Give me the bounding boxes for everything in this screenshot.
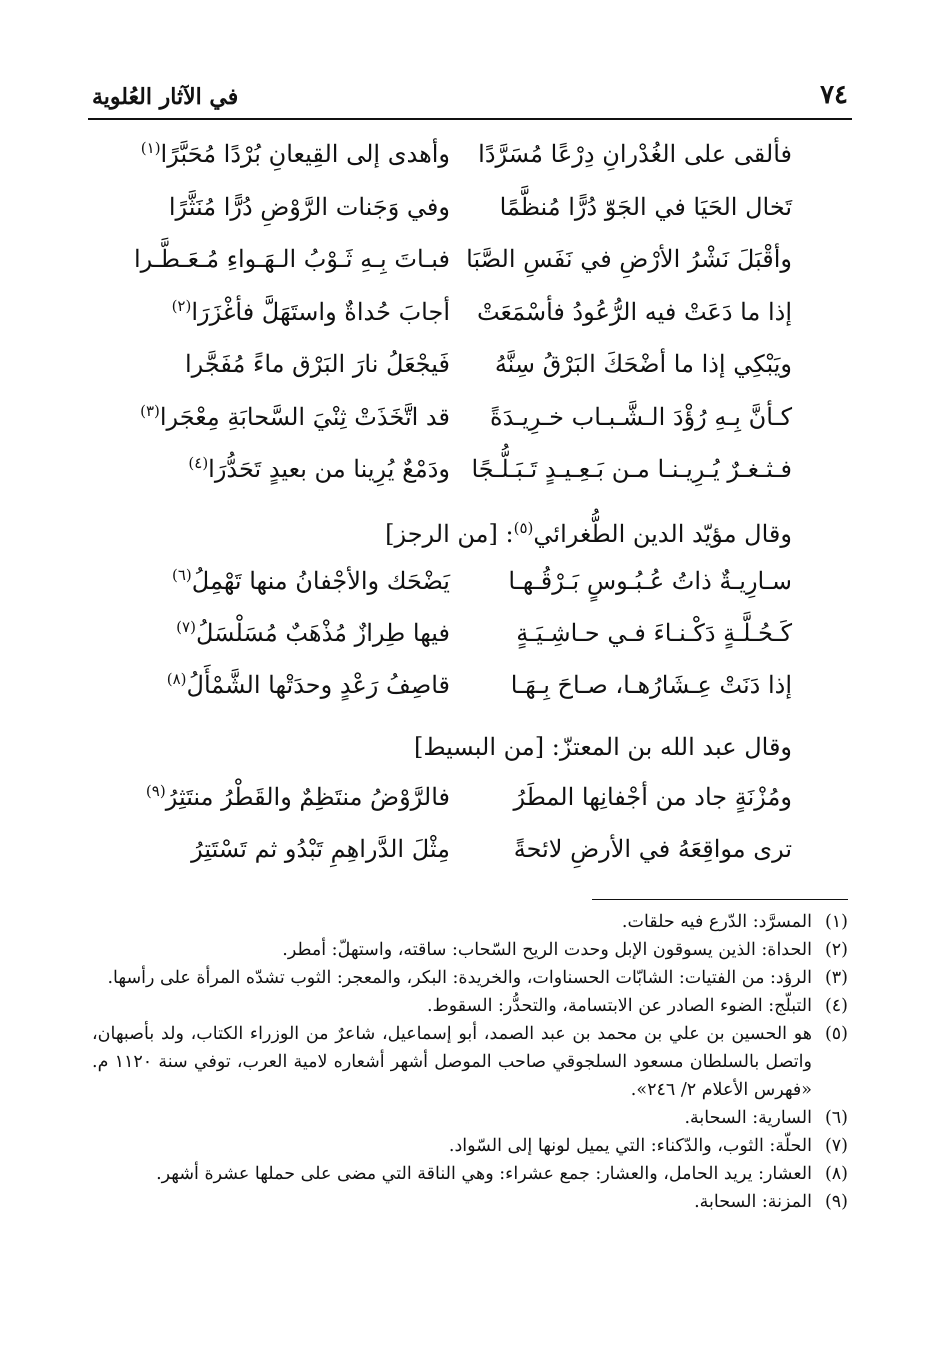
footnote-text: التبلّج: الضوء الصادر عن الابتسامة، والتحدُّر: السقوط. bbox=[426, 996, 812, 1016]
second-hemistich bbox=[141, 140, 450, 168]
poet-intro-ibn-almutazz: وقال عبد الله بن المعتزّ: [من البسيط] bbox=[414, 733, 792, 761]
verse-line bbox=[0, 567, 940, 607]
verse-line bbox=[0, 619, 940, 659]
second-hemistich bbox=[140, 403, 450, 431]
hemistich-text: فَيجْعَلُ نارَ البَرْق ماءً مُفَجَّرا bbox=[185, 350, 450, 378]
footnote-number: (٤) bbox=[824, 996, 848, 1016]
footnote bbox=[92, 992, 848, 1020]
first-hemistich: ومُزْنَةٍ جاد من أجْفانِها المطَرُ bbox=[513, 783, 792, 811]
verse-line bbox=[0, 403, 940, 443]
footnote-number: (١) bbox=[824, 912, 848, 932]
first-hemistich: كـأنَّ بِـهِ رُؤْدَ الـشَّـبـاب خـرِيـدَةً bbox=[490, 402, 792, 431]
hemistich-text: فيها طِرازٌ مُذْهَبٌ مُسَلْسَلُ bbox=[195, 619, 450, 647]
footnote-number: (٢) bbox=[824, 940, 848, 960]
footnote-text: السارية: السحابة. bbox=[684, 1108, 812, 1128]
page-number: ٧٤ bbox=[820, 80, 848, 110]
hemistich-text: قاصِفُ رَعْدٍ وحدَتْها الشَّمْأَلُ bbox=[186, 671, 450, 699]
footnote-number: (٨) bbox=[824, 1164, 848, 1184]
footnote bbox=[92, 1160, 848, 1188]
verse-line bbox=[0, 671, 940, 711]
verse-line bbox=[0, 193, 940, 233]
second-hemistich bbox=[191, 835, 450, 863]
first-hemistich: تَخال الحَيَا في الجَوّ دُرًّا مُنظَّمًا bbox=[499, 192, 792, 221]
hemistich-text: قد اتَّخَذَتْ ثِنْيَ السَّحابَةِ مِعْجَرا bbox=[159, 402, 450, 431]
second-hemistich bbox=[188, 455, 450, 483]
footnote-text: هو الحسين بن علي بن محمد بن عبد الصمد، أبو إسماعيل، شاعرٌ من الوزراء الكتاب، ولد بأصبهان، واتصل بالسلطان مسعود السلجوقي صاحب الموصل أشهر أشعاره لامية العرب، توفي سنة ١١٢٠ م. «فهرس الأعلام ٢/ ٢٤٦». bbox=[92, 1024, 812, 1100]
footnote bbox=[92, 1132, 848, 1160]
first-hemistich: فـثـغـرٌ يُـرِيـنـا مـن بَـعِـيـدٍ تَـبَـلُّـجًا bbox=[471, 455, 792, 483]
header-rule bbox=[88, 118, 852, 120]
intro-text: وقال مؤيّد الدين الطُّغرائي bbox=[533, 520, 792, 548]
hemistich-text: ودَمْعٌ يُرِينا من بعيدٍ تَحَدُّرَا bbox=[208, 455, 450, 483]
footnote-text: العشار: يريد الحامل، والعشار: جمع عشراء: وهي الناقة التي مضى على حملها عشرة أشهر. bbox=[156, 1164, 812, 1184]
verse-line bbox=[0, 140, 940, 180]
hemistich-text: فبـاتَ بِـهِ ثَـوْبُ الـهَـواءِ مُـعَـطَّـرا bbox=[133, 245, 450, 273]
footnote-ref: (٥) bbox=[513, 519, 534, 537]
footnote-ref: (١) bbox=[140, 139, 161, 157]
second-hemistich bbox=[146, 783, 450, 811]
first-hemistich: كَـحُـلَّـةٍ دَكْـنـاءَ فـي حـاشِـيَـةٍ bbox=[516, 619, 792, 647]
hemistich-text: مِثْلَ الدَّراهِمِ تَبْدُو ثم تَسْتَتِرُ bbox=[191, 835, 450, 863]
footnote-number: (٦) bbox=[824, 1108, 848, 1128]
running-title: في الآثار العُلوية bbox=[92, 84, 239, 110]
intro-meter: : [من الرجز] bbox=[385, 520, 514, 548]
verse-line bbox=[0, 350, 940, 390]
first-hemistich: فألقى على الغُدْرانِ دِرْعًا مُسَرَّدًا bbox=[478, 140, 792, 168]
footnote bbox=[92, 1104, 848, 1132]
first-hemistich: إذا ما دَعَتْ فيه الرُّعُودُ فأسْمَعَتْ bbox=[476, 297, 792, 326]
footnote-number: (٣) bbox=[824, 968, 848, 988]
first-hemistich: سـارِيـةٌ ذاتُ عُـبُـوسٍ بَـرْقُـهـا bbox=[508, 567, 792, 595]
second-hemistich bbox=[172, 298, 450, 326]
verse-line bbox=[0, 783, 940, 823]
footnote-number: (٧) bbox=[824, 1136, 848, 1156]
footnote-ref: (٣) bbox=[140, 401, 160, 420]
footnote-number: (٩) bbox=[824, 1192, 848, 1212]
verse-line bbox=[0, 455, 940, 495]
footnotes bbox=[92, 908, 848, 1216]
second-hemistich bbox=[172, 567, 450, 595]
footnote-number: (٥) bbox=[824, 1024, 848, 1044]
second-hemistich bbox=[176, 619, 450, 647]
footnote-rule bbox=[592, 899, 848, 900]
hemistich-text: أجابَ حُداةٌ واستَهَلَّ فأغْزَرَا bbox=[191, 297, 450, 326]
footnote-text: الحداة: الذين يسوقون الإبل وحدت الريح السّحاب: ساقته، واستهلّ: أمطر. bbox=[282, 940, 812, 960]
footnote-ref: (٤) bbox=[188, 454, 209, 472]
hemistich-text: وفي وَجَنات الرَّوْضِ دُرًّا مُنَثَّرًا bbox=[168, 192, 450, 221]
footnote-text: الرؤد: من الفتيات: الشابّات الحسناوات، والخريدة: البكر، والمعجر: الثوب تشدّه المرأة على رأسها. bbox=[107, 968, 812, 988]
first-hemistich: ترى مواقِعَهُ في الأرضِ لائحةً bbox=[513, 835, 792, 863]
footnote-ref: (٢) bbox=[171, 296, 192, 315]
second-hemistich bbox=[134, 245, 450, 273]
verse-line bbox=[0, 835, 940, 875]
footnote-ref: (٨) bbox=[166, 670, 187, 688]
footnote bbox=[92, 908, 848, 936]
footnote bbox=[92, 1020, 848, 1104]
verse-line bbox=[0, 298, 940, 338]
footnote-text: المزنة: السحابة. bbox=[694, 1192, 812, 1212]
footnote bbox=[92, 964, 848, 992]
hemistich-text: فالرَّوْضُ منتَظِمٌ والقَطْرُ منتَثِرُ bbox=[165, 783, 450, 811]
first-hemistich: وأقْبَلَ نَشْرُ الأرْضِ في نَفَسِ الصَّبَا bbox=[466, 245, 792, 273]
footnote-ref: (٧) bbox=[176, 618, 196, 636]
footnote bbox=[92, 1188, 848, 1216]
first-hemistich: ويَبْكِي إذا ما أضْحَكَ البَرْقُ سِنَّهُ bbox=[494, 350, 792, 378]
verse-line bbox=[0, 245, 940, 285]
first-hemistich: إذا دَنَتْ عِـشَارُهـا، صـاحَ بِـهَـا bbox=[510, 671, 792, 699]
second-hemistich bbox=[185, 350, 450, 378]
second-hemistich bbox=[167, 671, 450, 699]
hemistich-text: وأهدى إلى القِيعانِ بُرْدًا مُحَبَّرًا bbox=[160, 140, 450, 168]
poet-intro-tughrai bbox=[385, 520, 792, 548]
second-hemistich bbox=[169, 193, 450, 221]
footnote-ref: (٦) bbox=[171, 566, 192, 584]
footnote-text: الحلّة: الثوب، والدّكناء: التي يميل لونها إلى السّواد. bbox=[448, 1136, 812, 1156]
hemistich-text: يَضْحَك والأجْفانُ منها تَهْمِلُ bbox=[191, 567, 450, 595]
footnote bbox=[92, 936, 848, 964]
footnote-text: المسرَّد: الدّرع فيه حلقات. bbox=[621, 912, 812, 932]
footnote-ref: (٩) bbox=[145, 782, 166, 800]
